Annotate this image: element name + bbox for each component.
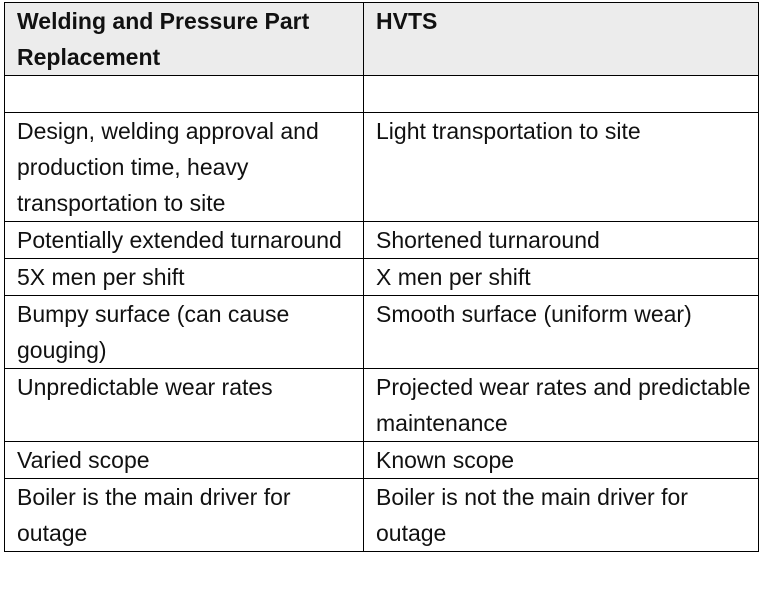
header-welding: Welding and Pressure Part Replacement	[5, 3, 364, 76]
cell-welding	[5, 76, 364, 113]
cell-welding: Varied scope	[5, 442, 364, 479]
cell-hvts: Shortened turnaround	[364, 222, 759, 259]
header-row	[5, 3, 759, 76]
cell-hvts: Projected wear rates and predictable maintenance	[364, 369, 759, 442]
cell-hvts: Known scope	[364, 442, 759, 479]
cell-welding: Boiler is the main driver for outage	[5, 479, 364, 552]
table-row	[5, 369, 759, 442]
cell-hvts: Light transportation to site	[364, 113, 759, 222]
cell-welding: Unpredictable wear rates	[5, 369, 364, 442]
cell-hvts: Boiler is not the main driver for outage	[364, 479, 759, 552]
table-row	[5, 222, 759, 259]
table-row	[5, 259, 759, 296]
header-hvts: HVTS	[364, 3, 759, 76]
cell-welding: Potentially extended turnaround	[5, 222, 364, 259]
comparison-table	[4, 2, 759, 552]
cell-hvts: X men per shift	[364, 259, 759, 296]
table-row	[5, 479, 759, 552]
table-row	[5, 442, 759, 479]
table-row	[5, 76, 759, 113]
cell-welding: 5X men per shift	[5, 259, 364, 296]
cell-hvts	[364, 76, 759, 113]
table-row	[5, 113, 759, 222]
cell-hvts: Smooth surface (uniform wear)	[364, 296, 759, 369]
cell-welding: Design, welding approval and production time, heavy transportation to site	[5, 113, 364, 222]
table-row	[5, 296, 759, 369]
cell-welding: Bumpy surface (can cause gouging)	[5, 296, 364, 369]
